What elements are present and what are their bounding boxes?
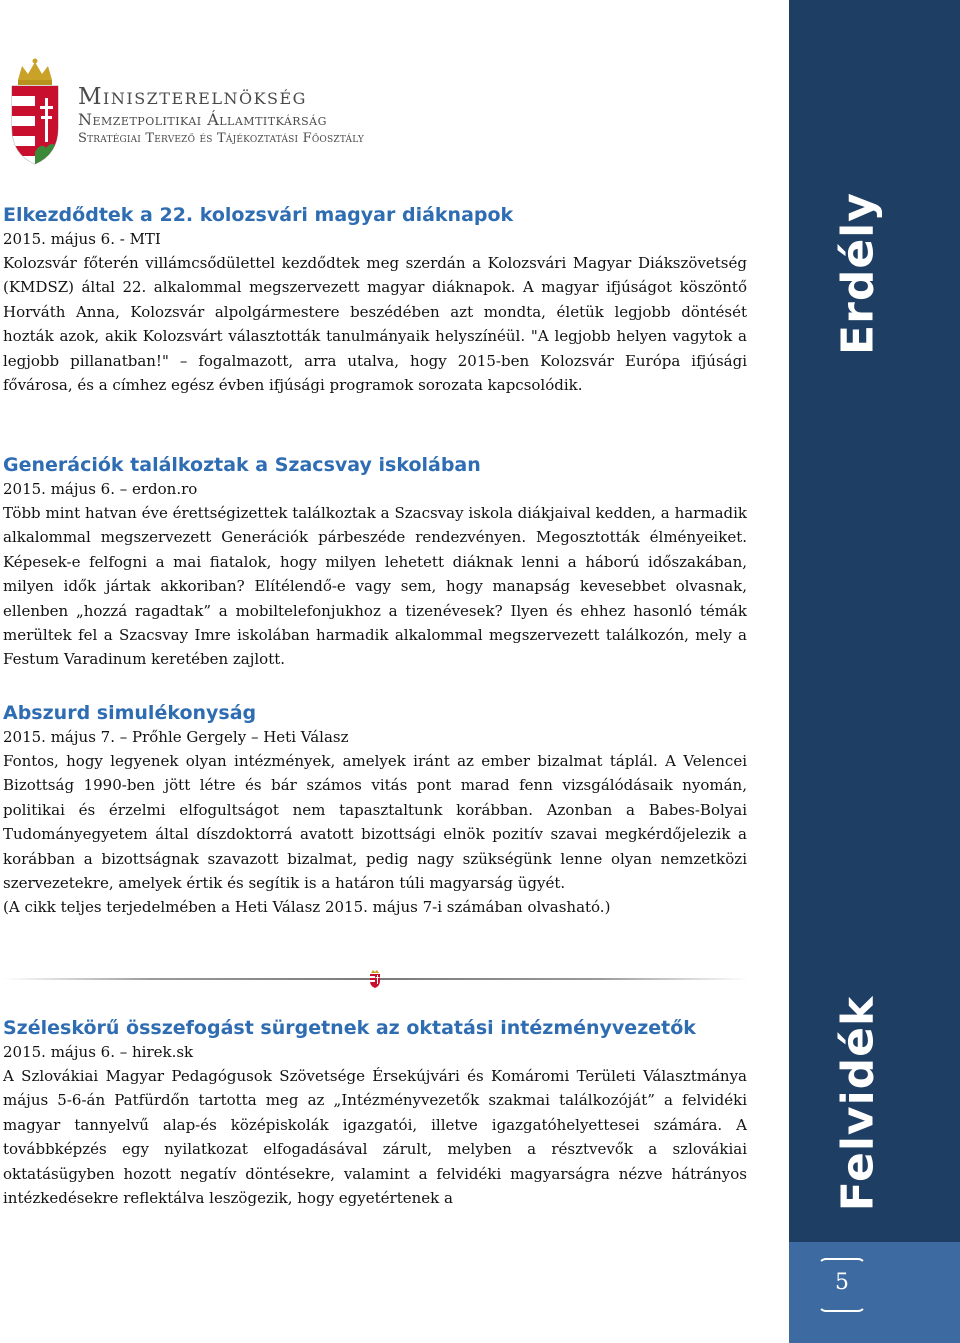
article xyxy=(3,453,747,672)
section-label-felvidek: Felvidék xyxy=(832,995,884,1212)
article-body: Kolozsvár főterén villámcsődülettel kezdődtek meg szerdán a Kolozsvári Magyar Diákszövetség (KMDSZ) által 22. alkalommal megszervezett magyar diáknapok. A magyar ifjúságot köszöntő Horváth Anna, Kolozsvár alpolgármestere beszédében azt mondta, életük legjobb döntését hozták azok, akik Kolozsvárt választották tanulmányaik helyszínéül. "A legjobb helyen vagytok a legjobb pillanatban!" – fogalmazott, arra utalva, hogy 2015-ben Kolozsvár Európa ifjúsági fővárosa, és a címhez egész évben ifjúsági programok sorozata kapcsolódik. xyxy=(3,254,747,395)
article-body: A Szlovákiai Magyar Pedagógusok Szövetsége Érsekújvári és Komáromi Területi Választmánya május 5-6-án Patfürdőn tartotta meg az „Intézményvezetők szakmai találkozóját” a felvidéki magyar tannyelvű alap-és középiskolák igazgatói, illetve igazgatóhelyettesei számára. A továbbképzés egy nyilatkozat elfogadásával zárult, melyben a résztvevők a szlovákiai oktatásügyben hozott negatív döntésekre, valamint a felvidéki magyarságra nézve hátrányos intézkedésekre reflektálva leszögezik, hogy egyetértenek a xyxy=(3,1067,747,1208)
article-note: (A cikk teljes terjedelmében a Heti Válasz 2015. május 7-i számában olvasható.) xyxy=(3,898,611,917)
section-label-erdely: Erdély xyxy=(832,192,884,355)
page-number: 5 xyxy=(835,1270,849,1295)
article-body: Fontos, hogy legyenek olyan intézmények, amelyek iránt az ember bizalmat táplál. A Velencei Bizottság 1990-ben jött létre és bár számos vitás pont marad fenn vizsgálódásaik nyomán, politikai és érzelmi elfogultságot nem tapasztaltunk korábban. Azonban a Babes-Bolyai Tudományegyetem által díszdoktorrá avatott bizottsági elnök pozitív szavai megkérdőjelezik a korábban a bizottságnak szavazott bizalmat, pedig nagy szükségünk lenne olyan nemzetközi szervezetekre, amelyek értik és segítik is a határon túli magyarság ügyét. xyxy=(3,752,747,893)
org-line-2: Nemzetpolitikai Államtitkárság xyxy=(78,110,327,129)
coat-of-arms-icon xyxy=(369,969,381,989)
hungarian-coat-of-arms-icon xyxy=(6,58,64,168)
article-meta: 2015. május 6. – hirek.sk xyxy=(3,1043,194,1061)
section-divider xyxy=(3,969,749,989)
article xyxy=(3,203,747,397)
organization-name xyxy=(78,84,364,148)
article-body: Több mint hatvan éve érettségizettek találkoztak a Szacsvay iskola diákjaival kedden, a harmadik alkalommal megszervezett Generációk párbeszéde rendezvényen. Megosztották élményeiket. Képesek-e felfogni a mai fiatalok, hogy milyen lehetett diáknak lenni a háború időszakában, milyen idők jártak akkoriban? Elítélendő-e vagy sem, hogy manapság kevesebbet olvasnak, ellenben „hozzá ragadtak” a mobiltelefonjukhoz a tizenévesek? Ilyen és ehhez hasonló témák merültek fel a Szacsvay Imre iskolában harmadik alkalommal megszervezett találkozón, mely a Festum Varadinum keretében zajlott. xyxy=(3,504,747,669)
article xyxy=(3,701,747,920)
org-line-3: Stratégiai Tervező és Tájékoztatási Főosztály xyxy=(78,131,364,146)
side-band-footer xyxy=(789,1242,960,1343)
article-meta: 2015. május 6. – erdon.ro xyxy=(3,480,198,498)
article-headline: Generációk találkoztak a Szacsvay iskolában xyxy=(3,454,481,476)
article-meta: 2015. május 6. - MTI xyxy=(3,230,161,248)
article-headline: Abszurd simulékonyság xyxy=(3,702,257,724)
article-meta: 2015. május 7. – Prőhle Gergely – Heti Válasz xyxy=(3,728,349,746)
article xyxy=(3,1016,747,1210)
article-headline: Elkezdődtek a 22. kolozsvári magyar diáknapok xyxy=(3,204,514,226)
org-line-1: Miniszterelnökség xyxy=(78,84,307,110)
article-headline: Széleskörű összefogást sürgetnek az oktatási intézményvezetők xyxy=(3,1017,696,1039)
